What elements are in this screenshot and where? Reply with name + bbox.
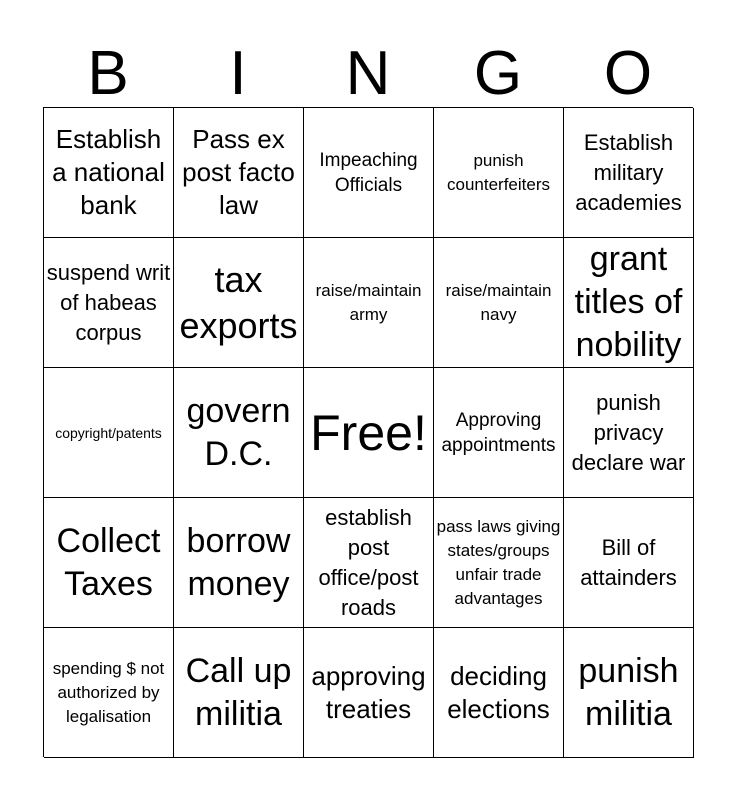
cell-text: Collect Taxes bbox=[56, 521, 161, 603]
cell-text: Establish military academies bbox=[575, 129, 682, 215]
cell-text: Call up militia bbox=[185, 651, 292, 733]
cell-text: establish post office/post roads bbox=[318, 504, 419, 620]
cell-text: suspend writ of habeas corpus bbox=[46, 259, 171, 345]
free-space-text: Free! bbox=[310, 404, 427, 461]
cell-text: spending $ not authorized by legalisation bbox=[52, 658, 165, 726]
bingo-cell[interactable] bbox=[434, 368, 564, 498]
bingo-cell[interactable] bbox=[44, 368, 174, 498]
bingo-cell[interactable] bbox=[564, 108, 694, 238]
cell-text: copyright/patents bbox=[55, 424, 162, 441]
bingo-cell[interactable] bbox=[174, 108, 304, 238]
free-space-cell[interactable] bbox=[304, 368, 434, 498]
bingo-cell[interactable] bbox=[304, 628, 434, 758]
cell-text: deciding elections bbox=[447, 660, 550, 724]
bingo-cell[interactable] bbox=[434, 628, 564, 758]
bingo-cell[interactable] bbox=[174, 238, 304, 368]
bingo-cell[interactable] bbox=[44, 498, 174, 628]
bingo-cell[interactable] bbox=[44, 108, 174, 238]
cell-text: Impeaching Officials bbox=[319, 149, 418, 196]
bingo-header bbox=[43, 40, 693, 108]
header-letter-b: B bbox=[87, 39, 129, 108]
bingo-cell[interactable] bbox=[174, 368, 304, 498]
cell-text: Pass ex post facto law bbox=[182, 124, 295, 220]
bingo-cell[interactable] bbox=[304, 108, 434, 238]
bingo-cell[interactable] bbox=[174, 628, 304, 758]
bingo-cell[interactable] bbox=[44, 238, 174, 368]
cell-text: Establish a national bank bbox=[52, 124, 165, 220]
cell-text: raise/maintain army bbox=[315, 280, 422, 324]
cell-text: grant titles of nobility bbox=[574, 240, 683, 364]
bingo-cell[interactable] bbox=[304, 498, 434, 628]
cell-text: pass laws giving states/groups unfair trade advantages bbox=[436, 516, 561, 608]
bingo-cell[interactable] bbox=[434, 238, 564, 368]
cell-text: raise/maintain navy bbox=[445, 280, 552, 324]
cell-text: punish counterfeiters bbox=[447, 150, 550, 194]
bingo-cell[interactable] bbox=[564, 628, 694, 758]
cell-text: punish militia bbox=[578, 651, 679, 733]
cell-text: govern D.C. bbox=[186, 391, 291, 473]
header-letter-g: G bbox=[473, 39, 523, 108]
bingo-cell[interactable] bbox=[44, 628, 174, 758]
cell-text: Approving appointments bbox=[441, 409, 556, 456]
cell-text: Bill of attainders bbox=[580, 534, 677, 590]
bingo-cell[interactable] bbox=[304, 238, 434, 368]
bingo-cell[interactable] bbox=[174, 498, 304, 628]
bingo-cell[interactable] bbox=[434, 108, 564, 238]
header-letter-i: I bbox=[229, 39, 247, 108]
cell-text: tax exports bbox=[179, 258, 298, 346]
bingo-cell[interactable] bbox=[564, 498, 694, 628]
bingo-cell[interactable] bbox=[564, 238, 694, 368]
bingo-cell[interactable] bbox=[564, 368, 694, 498]
cell-text: borrow money bbox=[186, 521, 291, 603]
header-letter-o: O bbox=[603, 39, 653, 108]
cell-text: punish privacy declare war bbox=[571, 389, 686, 475]
header-letter-n: N bbox=[345, 39, 391, 108]
cell-text: approving treaties bbox=[311, 660, 426, 724]
bingo-cell[interactable] bbox=[434, 498, 564, 628]
bingo-board bbox=[43, 107, 693, 757]
